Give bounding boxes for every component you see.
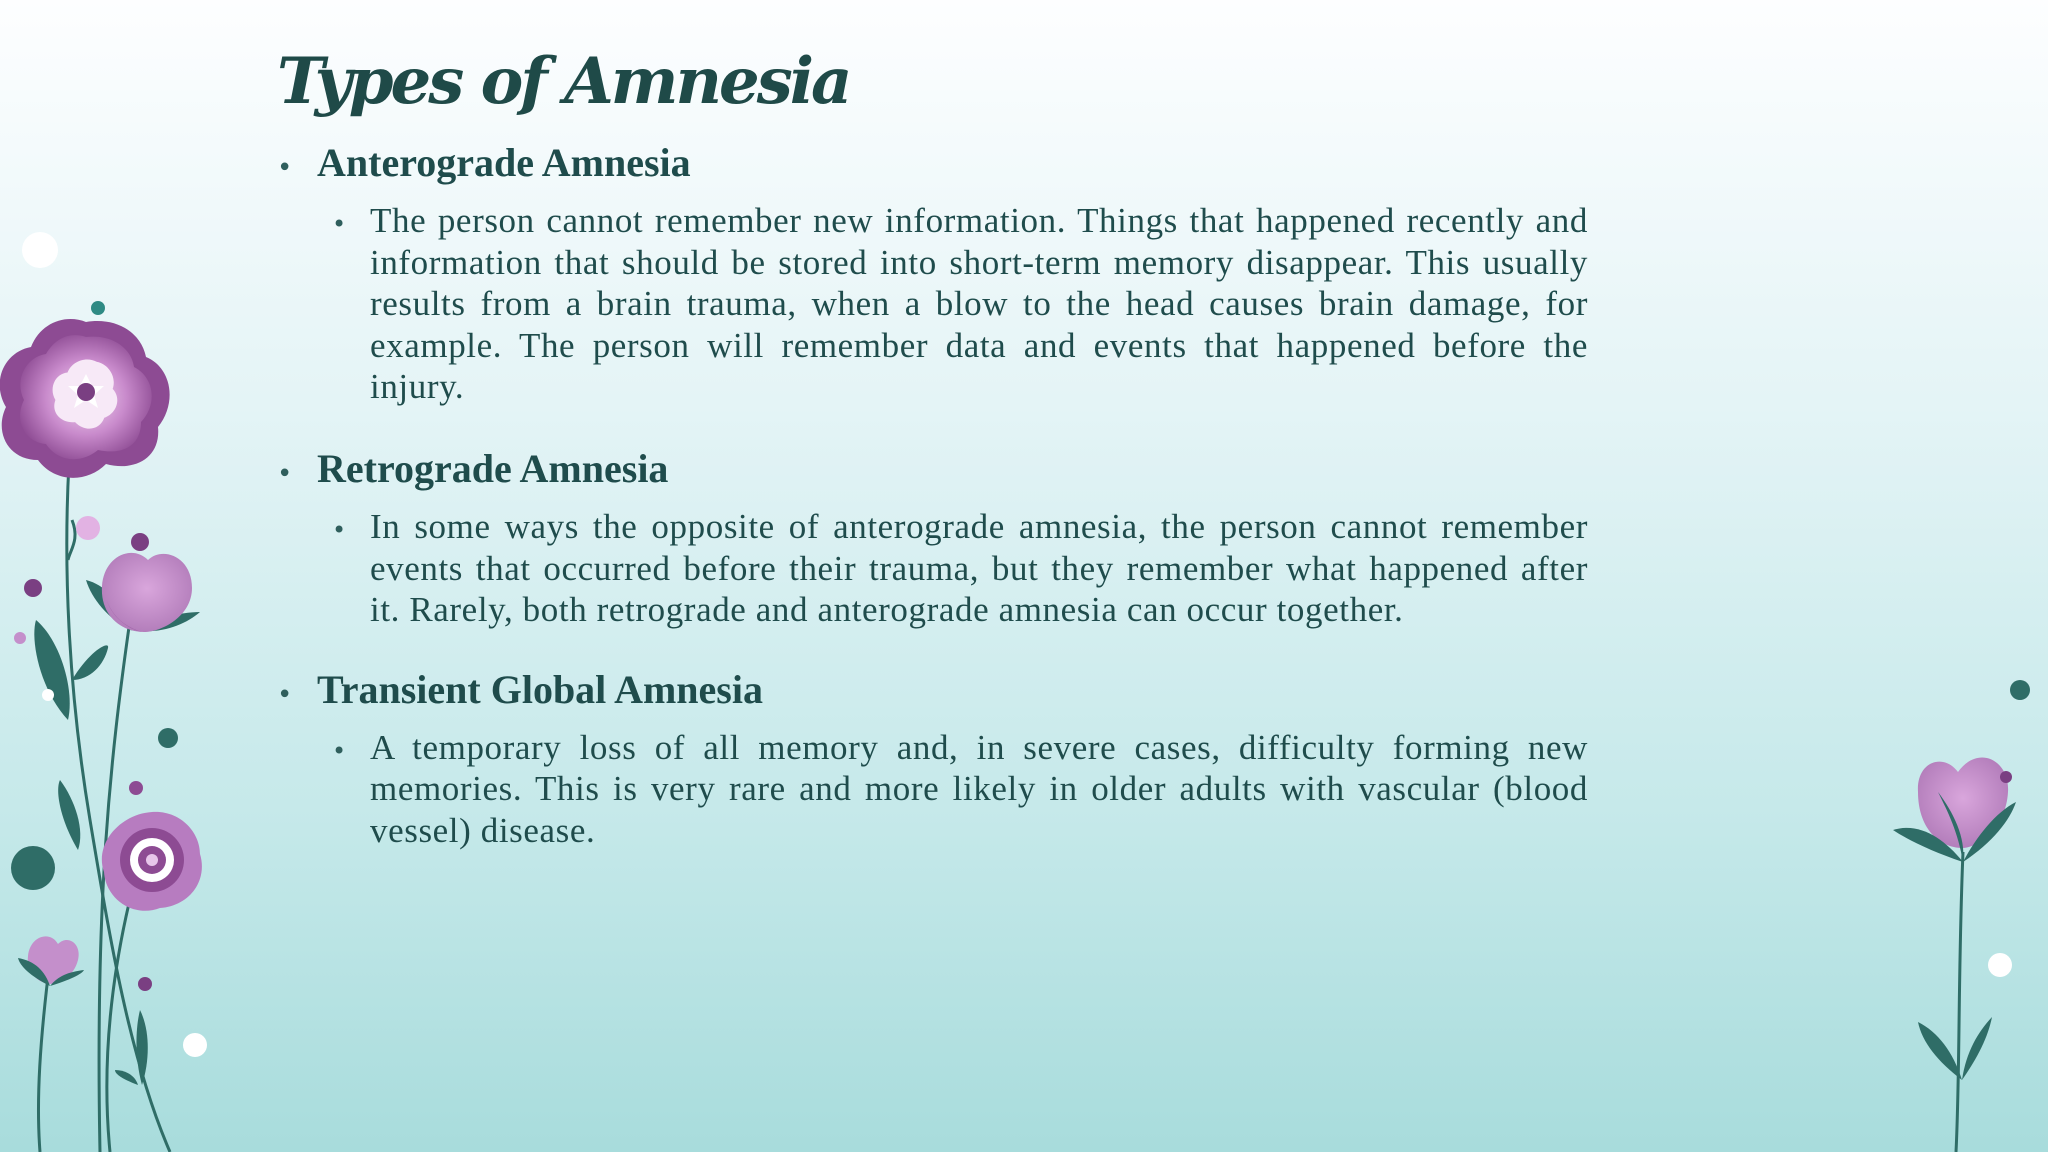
section-text: A temporary loss of all memory and, in severe cases, difficulty forming new memories. This is very rare and more likely in older adults with vascular (blood vessel) disease. (370, 727, 1588, 850)
section-heading: Retrograde Amnesia (317, 445, 669, 491)
sub-bullet-icon: • (332, 515, 347, 544)
section-transient-global (277, 663, 1589, 852)
bullet-icon: • (277, 153, 293, 183)
section-anterograde (277, 136, 1589, 408)
right-dots (1988, 680, 2030, 977)
flower-bouquet-icon (0, 319, 170, 478)
sub-bullet-icon: • (332, 210, 347, 238)
slide-content (277, 136, 1589, 852)
bullet-icon: • (277, 679, 293, 710)
section-retrograde (277, 442, 1589, 631)
section-heading: Transient Global Amnesia (317, 666, 763, 712)
section-text: In some ways the opposite of anterograde amnesia, the person cannot remember events that occurred before their trauma, but they remember what happened after it. Rarely, both retrograde and anterograde amnesia can occur together. (370, 506, 1588, 630)
small-tulip-left (18, 936, 84, 986)
left-leaves (34, 565, 200, 1085)
sub-bullet-icon: • (332, 736, 347, 765)
ring-flower-icon (102, 812, 202, 911)
section-text: The person cannot remember new information. Things that happened recently and information that should be stored into short-term memory disappear. This usually results from a brain trauma, when a blow to the head causes brain damage, for example. The person will remember data and events that happened before the injury. (370, 201, 1588, 407)
section-heading: Anterograde Amnesia (317, 140, 691, 185)
pink-bud-left (102, 553, 192, 632)
slide-title: Types of Amnesia (277, 44, 850, 119)
left-stems (38, 420, 170, 1152)
bullet-icon: • (277, 458, 293, 489)
left-dots (11, 232, 207, 1057)
tulip-flower-icon (1893, 758, 2016, 1152)
